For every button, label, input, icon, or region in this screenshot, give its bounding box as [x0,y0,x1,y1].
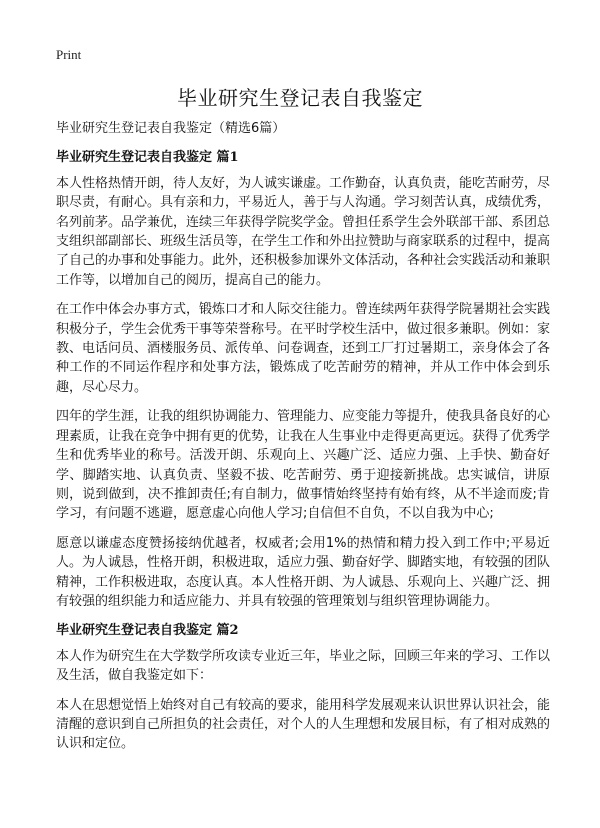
paragraph: 本人在思想觉悟上始终对自己有较高的要求，能用科学发展观来认识世界认识社会，能清醒的意识到自己所担负的社会责任，对个人的人生理想和发展目标，有了相对成熟的认识和定位。 [56,697,551,752]
document-body [56,119,550,764]
paragraph: 本人作为研究生在大学数学所攻读专业近三年，毕业之际，回顾三年来的学习、工作以及生活，做自我鉴定如下： [56,648,551,684]
paragraph: 四年的学生涯，让我的组织协调能力、管理能力、应变能力等提升，使我具备良好的心理素质，让我在竞争中拥有更的优势，让我在人生事业中走得更高更远。获得了优秀学生和优秀毕业的称号。活泼开朗、乐观向上、兴趣广泛、适应力强、上手快、勤奋好学、脚踏实地、认真负责、坚毅不拔、吃苦耐劳、勇于迎接新挑战。忠实诚信，讲原则，说到做到，决不推卸责任;有自制力，做事情始终坚持有始有终，从不半途而废;肯学习，有问题不逃避，愿意虚心向他人学习;自信但不自负，不以自我为中心; [56,409,551,522]
section-heading-2: 毕业研究生登记表自我鉴定 篇2 [56,623,239,639]
document-subtitle: 毕业研究生登记表自我鉴定（精选6篇） [56,121,286,136]
page-title: 毕业研究生登记表自我鉴定 [177,86,423,110]
section-heading-1: 毕业研究生登记表自我鉴定 篇1 [56,150,239,166]
paragraph: 在工作中体会办事方式，锻炼口才和人际交往能力。曾连续两年获得学院暑期社会实践积极分子，学生会优秀干事等荣誉称号。在平时学校生活中，做过很多兼职。例如：家教、电话问员、酒楼服务员、派传单、问卷调查，还到工厂打过暑期工，亲身体会了各种工作的不同运作程序和处事方法，锻炼成了吃苦耐劳的精神，并从工作中体会到乐趣，尽心尽力。 [56,302,551,395]
paragraph: 愿意以谦虚态度赞扬接纳优越者，权威者;会用1%的热情和精力投入到工作中;平易近人。为人诚恳，性格开朗，积极进取，适应力强、勤奋好学、脚踏实地，有较强的团队精神，工作积极进取，态度认真。本人性格开朗、为人诚恳、乐观向上、兴趣广泛、拥有较强的组织能力和适应能力、并具有较强的管理策划与组织管理协调能力。 [56,535,551,609]
paragraph: 本人性格热情开朗，待人友好，为人诚实谦虚。工作勤奋，认真负责，能吃苦耐劳，尽职尽责，有耐心。具有亲和力，平易近人，善于与人沟通。学习刻苦认真，成绩优秀，名列前茅。品学兼优，连续三年获得学院奖学金。曾担任系学生会外联部干部、系团总支组织部副部长、班级生活员等，在学生工作和外出拉赞助与商家联系的过程中，提高了自己的办事和处事能力。此外，还积极参加课外文体活动，各种社会实践活动和兼职工作等，以增加自己的阅历，提高自己的能力。 [56,175,551,288]
print-label[interactable]: Print [56,47,82,62]
